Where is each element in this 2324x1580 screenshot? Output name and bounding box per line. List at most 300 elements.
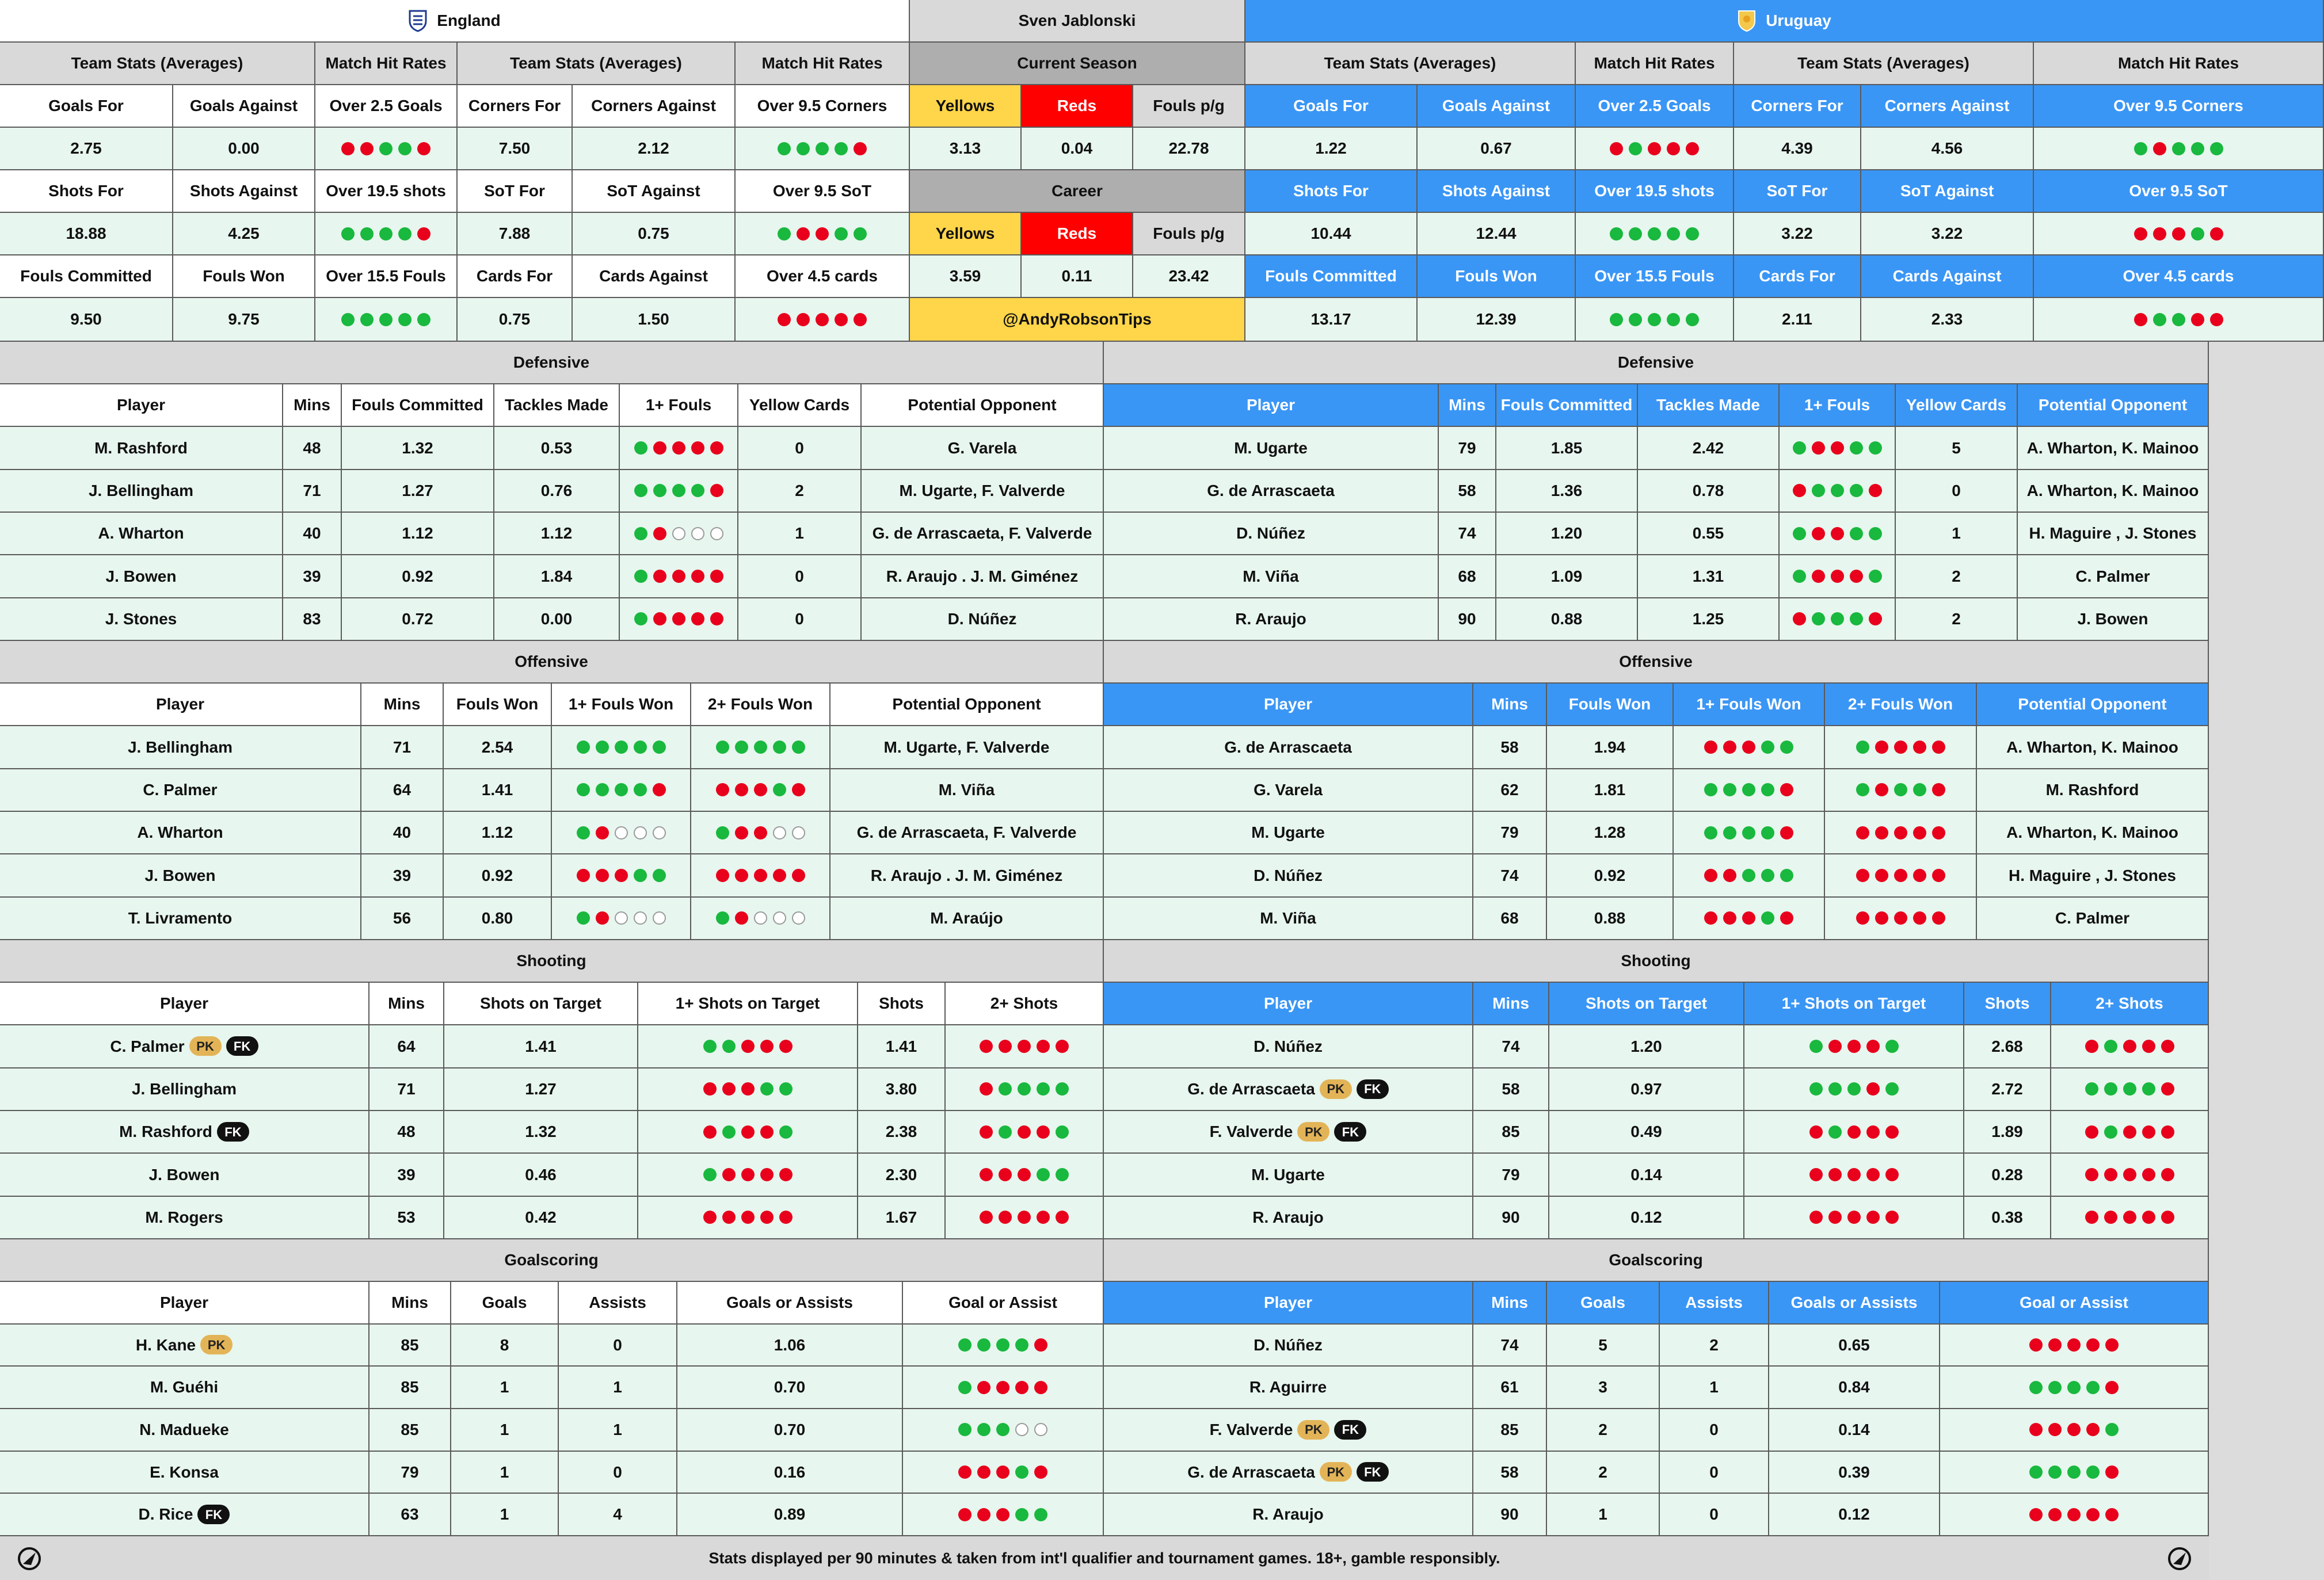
stat-value: 0.75	[458, 298, 573, 342]
hit-dot	[615, 783, 628, 796]
hit-rate-dots	[703, 1125, 793, 1139]
hit-rate-cell	[1744, 1111, 1964, 1154]
miss-dot	[977, 1508, 990, 1521]
miss-dot	[2029, 1423, 2043, 1436]
hit-rate-dots	[2085, 1125, 2174, 1139]
hit-dot	[1037, 1168, 1050, 1181]
stat-label: Fouls Won	[1418, 255, 1576, 298]
miss-dot	[1913, 826, 1926, 839]
hit-rate-cell	[2051, 1025, 2209, 1068]
hit-rate-cell	[2034, 128, 2324, 170]
section-title: Goalscoring	[1104, 1239, 2209, 1282]
hit-rate-cell	[315, 128, 458, 170]
miss-dot	[2067, 1508, 2081, 1521]
hit-rate-cell	[1825, 854, 1977, 897]
player-name-wrap	[150, 1379, 218, 1395]
potential-opponent: G. de Arrascaeta, F. Valverde	[830, 812, 1104, 854]
miss-dot	[2153, 227, 2166, 241]
miss-dot	[1885, 1125, 1899, 1139]
hit-dot	[398, 142, 412, 155]
miss-dot	[703, 1082, 717, 1096]
player-name: D. Núñez	[1104, 513, 1439, 555]
hit-rate-dots	[1856, 826, 1945, 839]
column-header: 1+ Fouls	[620, 384, 738, 427]
miss-dot	[1885, 1168, 1899, 1181]
column-header: 1+ Shots on Target	[1744, 983, 1964, 1025]
miss-dot	[1828, 1211, 1842, 1224]
miss-dot	[710, 570, 723, 583]
player-cell	[1104, 1111, 1473, 1154]
hit-dot	[716, 741, 729, 754]
miss-dot	[1018, 1168, 1031, 1181]
player-name: E. Konsa	[150, 1463, 219, 1481]
team-half	[1104, 641, 2209, 940]
miss-dot	[691, 612, 704, 625]
hit-rate-cell	[1825, 726, 1977, 769]
team-stats-section	[0, 0, 2243, 342]
hit-rate-cell	[315, 213, 458, 255]
hit-dot	[1037, 1082, 1050, 1096]
stat-label: SoT For	[1734, 170, 1861, 213]
tackles-made: 1.25	[1638, 598, 1780, 641]
player-cell	[1104, 1409, 1473, 1452]
hit-rate-dots	[2134, 313, 2223, 326]
yellow-cards: 2	[1896, 598, 2018, 641]
hit-dot	[779, 1082, 793, 1096]
stat-label: Over 2.5 Goals	[1576, 85, 1734, 128]
hit-dot	[1850, 612, 1863, 625]
potential-opponent: A. Wharton, K. Mainoo	[1977, 812, 2209, 854]
miss-dot	[1894, 741, 1907, 754]
hit-rate-dots	[958, 1338, 1047, 1352]
team-half	[0, 940, 1104, 1239]
stat-value: 7.50	[458, 128, 573, 170]
miss-dot	[2085, 1211, 2098, 1224]
miss-dot	[980, 1168, 993, 1181]
hit-dot	[2086, 1381, 2100, 1394]
miss-dot	[792, 783, 805, 796]
hit-rate-dots	[1610, 313, 1699, 326]
team-half	[1104, 940, 2209, 1239]
hit-dot	[577, 783, 590, 796]
minutes: 85	[1473, 1409, 1547, 1452]
stat-label: Shots Against	[173, 170, 315, 213]
minutes: 56	[361, 898, 444, 940]
shots: 3.80	[858, 1068, 946, 1111]
hit-dot	[360, 313, 374, 326]
player-cell	[0, 1111, 369, 1154]
player-cell	[1104, 1025, 1473, 1068]
hit-rate-cell	[903, 1367, 1104, 1409]
player-name: J. Bowen	[0, 854, 361, 897]
column-header: Player	[1104, 983, 1473, 1025]
player-cell	[0, 1367, 369, 1409]
miss-dot	[417, 142, 430, 155]
tackles-made: 1.31	[1638, 555, 1780, 598]
hit-dot	[634, 484, 647, 497]
column-header: Shots on Target	[444, 983, 638, 1025]
hit-dot	[1056, 1168, 1069, 1181]
team-name-uruguay	[1245, 0, 2324, 43]
tackles-made: 2.42	[1638, 427, 1780, 470]
miss-dot	[779, 1211, 793, 1224]
potential-opponent: M. Ugarte, F. Valverde	[830, 726, 1104, 769]
shots-on-target: 0.97	[1549, 1068, 1744, 1111]
hit-dot	[779, 1125, 793, 1139]
hit-dot	[1629, 313, 1642, 326]
hit-dot	[672, 484, 685, 497]
hit-rate-cell	[1780, 598, 1896, 641]
miss-dot	[1809, 1168, 1823, 1181]
hit-rate-dots	[980, 1040, 1069, 1053]
hit-dot	[2086, 1465, 2100, 1479]
team-half	[0, 1239, 1104, 1536]
miss-dot	[999, 1040, 1012, 1053]
column-header: Fouls Won	[444, 684, 552, 726]
miss-dot	[2161, 1211, 2174, 1224]
miss-dot	[2134, 313, 2147, 326]
stat-label: Corners Against	[1861, 85, 2034, 128]
hit-dot	[958, 1338, 971, 1352]
assists: 2	[1660, 1325, 1769, 1367]
miss-dot	[1894, 911, 1907, 925]
miss-dot	[1869, 612, 1882, 625]
minutes: 74	[1473, 854, 1547, 897]
miss-dot	[2086, 1338, 2100, 1352]
miss-dot	[360, 142, 374, 155]
hit-dot	[1704, 826, 1717, 839]
goals: 1	[451, 1409, 559, 1452]
stat-label: Corners Against	[573, 85, 736, 128]
shots-on-target: 0.12	[1549, 1197, 1744, 1239]
miss-dot	[2048, 1423, 2062, 1436]
player-name: G. Varela	[1104, 769, 1473, 812]
uruguay-team-stats-header: Team Stats (Averages)	[1245, 43, 1576, 85]
hit-rate-dots	[716, 783, 805, 796]
hit-dot	[722, 1125, 736, 1139]
hit-dot	[1056, 1125, 1069, 1139]
miss-dot	[710, 441, 723, 455]
column-header: Shots	[1964, 983, 2051, 1025]
miss-dot	[1809, 1211, 1823, 1224]
hit-dot	[773, 783, 786, 796]
hit-rate-cell	[620, 555, 738, 598]
miss-dot	[653, 783, 666, 796]
goals: 2	[1547, 1452, 1660, 1494]
hit-dot	[703, 1040, 717, 1053]
miss-dot	[1056, 1211, 1069, 1224]
player-name: J. Stones	[0, 598, 283, 641]
player-name: C. Palmer	[0, 769, 361, 812]
hit-dot	[778, 227, 791, 241]
miss-dot	[2161, 1125, 2174, 1139]
potential-opponent: G. de Arrascaeta, F. Valverde	[862, 513, 1104, 555]
hit-dot	[1780, 869, 1793, 882]
hit-dot	[1793, 527, 1806, 540]
hit-rate-cell	[1940, 1367, 2209, 1409]
stat-label: Cards For	[1734, 255, 1861, 298]
miss-dot	[1932, 783, 1945, 796]
hit-dot	[2191, 142, 2204, 155]
hit-rate-dots	[577, 741, 666, 754]
tackles-made: 0.53	[494, 427, 620, 470]
hit-rate-cell	[903, 1409, 1104, 1452]
miss-dot	[977, 1381, 990, 1394]
column-header: 2+ Fouls Won	[1825, 684, 1977, 726]
no-data-dot	[773, 826, 786, 839]
stat-value: 4.25	[173, 213, 315, 255]
miss-dot	[1812, 441, 1825, 455]
no-data-dot	[1034, 1423, 1047, 1436]
hit-dot	[1809, 1082, 1823, 1096]
miss-dot	[1812, 527, 1825, 540]
miss-dot	[703, 1211, 717, 1224]
player-name: G. de Arrascaeta	[1187, 1080, 1315, 1098]
hit-rate-cell	[620, 427, 738, 470]
hit-dot	[1686, 227, 1699, 241]
miss-dot	[977, 1465, 990, 1479]
miss-dot	[754, 869, 767, 882]
potential-opponent: R. Araujo . J. M. Giménez	[830, 854, 1104, 897]
no-data-dot	[615, 911, 628, 925]
miss-dot	[577, 869, 590, 882]
player-name: R. Aguirre	[1249, 1378, 1327, 1396]
column-header: Player	[0, 384, 283, 427]
player-cell	[0, 1452, 369, 1494]
player-name-wrap	[1210, 1122, 1367, 1142]
player-name: M. Rogers	[145, 1208, 223, 1227]
miss-dot	[710, 484, 723, 497]
minutes: 40	[283, 513, 342, 555]
miss-dot	[1875, 869, 1888, 882]
england-team-stats-header: Team Stats (Averages)	[458, 43, 736, 85]
hit-dot	[1850, 441, 1863, 455]
hit-rate-cell	[1674, 769, 1825, 812]
miss-dot	[741, 1211, 755, 1224]
stat-value: 3.22	[1734, 213, 1861, 255]
player-table	[1104, 684, 2209, 940]
column-header: Shots on Target	[1549, 983, 1744, 1025]
stat-value: 0.67	[1418, 128, 1576, 170]
stat-value: 9.50	[0, 298, 173, 342]
tackles-made: 0.78	[1638, 470, 1780, 513]
hit-dot	[1812, 484, 1825, 497]
hit-dot	[398, 313, 412, 326]
hit-dot	[634, 612, 647, 625]
miss-dot	[1015, 1381, 1028, 1394]
player-name: C. Palmer	[110, 1037, 185, 1055]
miss-dot	[2104, 1168, 2117, 1181]
hit-rate-cell	[1940, 1452, 2209, 1494]
miss-dot	[1875, 826, 1888, 839]
minutes: 74	[1439, 513, 1496, 555]
miss-dot	[1875, 741, 1888, 754]
player-name: N. Madueke	[139, 1421, 229, 1439]
minutes: 40	[361, 812, 444, 854]
free-kick-taker-badge: FK	[1334, 1420, 1366, 1440]
fouls-won: 0.80	[444, 898, 552, 940]
miss-dot	[2161, 1168, 2174, 1181]
column-header: Fouls Won	[1547, 684, 1674, 726]
miss-dot	[2161, 1040, 2174, 1053]
goals-or-assists: 0.14	[1769, 1409, 1940, 1452]
minutes: 71	[369, 1068, 444, 1111]
miss-dot	[722, 1082, 736, 1096]
column-header: Mins	[1473, 983, 1549, 1025]
goals: 5	[1547, 1325, 1660, 1367]
stat-label: Shots Against	[1418, 170, 1576, 213]
hit-dot	[1831, 484, 1844, 497]
minutes: 90	[1473, 1494, 1547, 1536]
hit-rate-dots	[778, 142, 867, 155]
hit-dot	[797, 142, 810, 155]
hit-dot	[1704, 783, 1717, 796]
penalty-taker-badge: PK	[1320, 1462, 1352, 1482]
assists: 0	[1660, 1494, 1769, 1536]
miss-dot	[703, 1125, 717, 1139]
hit-dot	[1629, 227, 1642, 241]
player-name-wrap	[139, 1421, 229, 1438]
hit-rate-dots	[1793, 570, 1882, 583]
player-table	[0, 384, 1104, 641]
miss-dot	[741, 1082, 755, 1096]
fouls-committed: 1.12	[342, 513, 494, 555]
hit-dot	[1015, 1465, 1028, 1479]
stat-value: 4.39	[1734, 128, 1861, 170]
no-data-dot	[615, 826, 628, 839]
team-name-label: Uruguay	[1766, 12, 1831, 30]
hit-dot	[2134, 142, 2147, 155]
hit-rate-cell	[620, 513, 738, 555]
hit-rate-cell	[691, 769, 830, 812]
player-cell	[0, 1325, 369, 1367]
miss-dot	[2029, 1508, 2043, 1521]
goals-or-assists: 0.16	[677, 1452, 903, 1494]
stat-label: Goals For	[0, 85, 173, 128]
hit-rate-cell	[638, 1197, 858, 1239]
goals-or-assists: 0.70	[677, 1367, 903, 1409]
hit-rate-dots	[1809, 1168, 1899, 1181]
miss-dot	[792, 869, 805, 882]
stat-label: Over 2.5 Goals	[315, 85, 458, 128]
hit-dot	[634, 527, 647, 540]
miss-dot	[1932, 869, 1945, 882]
goals-or-assists: 1.06	[677, 1325, 903, 1367]
miss-dot	[2142, 1125, 2155, 1139]
hit-dot	[1761, 911, 1774, 925]
miss-dot	[760, 1168, 774, 1181]
goals: 1	[451, 1494, 559, 1536]
miss-dot	[615, 869, 628, 882]
tackles-made: 0.55	[1638, 513, 1780, 555]
miss-dot	[1704, 869, 1717, 882]
miss-dot	[691, 570, 704, 583]
team-half	[0, 641, 1104, 940]
stat-value: 12.44	[1418, 213, 1576, 255]
miss-dot	[1856, 826, 1869, 839]
potential-opponent: C. Palmer	[2018, 555, 2209, 598]
hit-rate-dots	[778, 313, 867, 326]
hit-dot	[634, 570, 647, 583]
minutes: 74	[1473, 1025, 1549, 1068]
hit-dot	[1667, 227, 1680, 241]
player-name-wrap	[119, 1122, 249, 1142]
minutes: 39	[369, 1154, 444, 1196]
hit-dot	[577, 741, 590, 754]
hit-rate-dots	[1793, 527, 1882, 540]
column-header: Potential Opponent	[830, 684, 1104, 726]
miss-dot	[754, 783, 767, 796]
hit-rate-dots	[577, 869, 666, 882]
column-header: 2+ Shots	[946, 983, 1104, 1025]
shots: 1.41	[858, 1025, 946, 1068]
minutes: 79	[1439, 427, 1496, 470]
stat-value: 2.33	[1861, 298, 2034, 342]
column-header: Tackles Made	[494, 384, 620, 427]
hit-dot	[716, 911, 729, 925]
team-stats-grid	[0, 0, 2243, 342]
hit-dot	[1034, 1508, 1047, 1521]
player-name-wrap	[1210, 1420, 1367, 1440]
hit-rate-cell	[620, 598, 738, 641]
player-cell	[0, 1494, 369, 1536]
hit-dot	[1869, 441, 1882, 455]
fouls-won: 1.28	[1547, 812, 1674, 854]
miss-dot	[417, 227, 430, 241]
hit-dot	[1856, 783, 1869, 796]
hit-dot	[816, 142, 829, 155]
hit-dot	[2172, 142, 2185, 155]
miss-dot	[754, 826, 767, 839]
shots-on-target: 0.42	[444, 1197, 638, 1239]
assists: 1	[559, 1409, 677, 1452]
hit-dot	[379, 313, 393, 326]
player-name-wrap	[1254, 1038, 1323, 1055]
free-kick-taker-badge: FK	[1357, 1079, 1389, 1099]
hit-dot	[1742, 869, 1755, 882]
hit-rate-dots	[634, 441, 723, 455]
player-name: M. Rashford	[0, 427, 283, 470]
hit-rate-cell	[552, 812, 691, 854]
shots-on-target: 1.41	[444, 1025, 638, 1068]
uruguay-crest-icon	[1737, 9, 1757, 32]
player-cell	[1104, 1494, 1473, 1536]
miss-dot	[980, 1082, 993, 1096]
hit-dot	[703, 1168, 717, 1181]
hit-dot	[653, 741, 666, 754]
miss-dot	[1723, 869, 1736, 882]
column-header: Goal or Assist	[1940, 1282, 2209, 1325]
assists: 0	[1660, 1409, 1769, 1452]
hit-rate-cell	[1780, 427, 1896, 470]
miss-dot	[1828, 1040, 1842, 1053]
column-header: Yellow Cards	[1896, 384, 2018, 427]
hit-dot	[634, 869, 647, 882]
miss-dot	[816, 227, 829, 241]
stat-value: 9.75	[173, 298, 315, 342]
miss-dot	[2142, 1040, 2155, 1053]
hit-rate-cell	[2051, 1068, 2209, 1111]
ref-fouls-label: Fouls p/g	[1133, 85, 1245, 128]
stat-label: Over 19.5 shots	[1576, 170, 1734, 213]
miss-dot	[716, 869, 729, 882]
player-name: R. Araujo	[1252, 1208, 1324, 1227]
stat-label: Cards For	[458, 255, 573, 298]
hit-dot	[778, 142, 791, 155]
goals: 2	[1547, 1409, 1660, 1452]
miss-dot	[1847, 1168, 1861, 1181]
hit-dot	[958, 1381, 971, 1394]
